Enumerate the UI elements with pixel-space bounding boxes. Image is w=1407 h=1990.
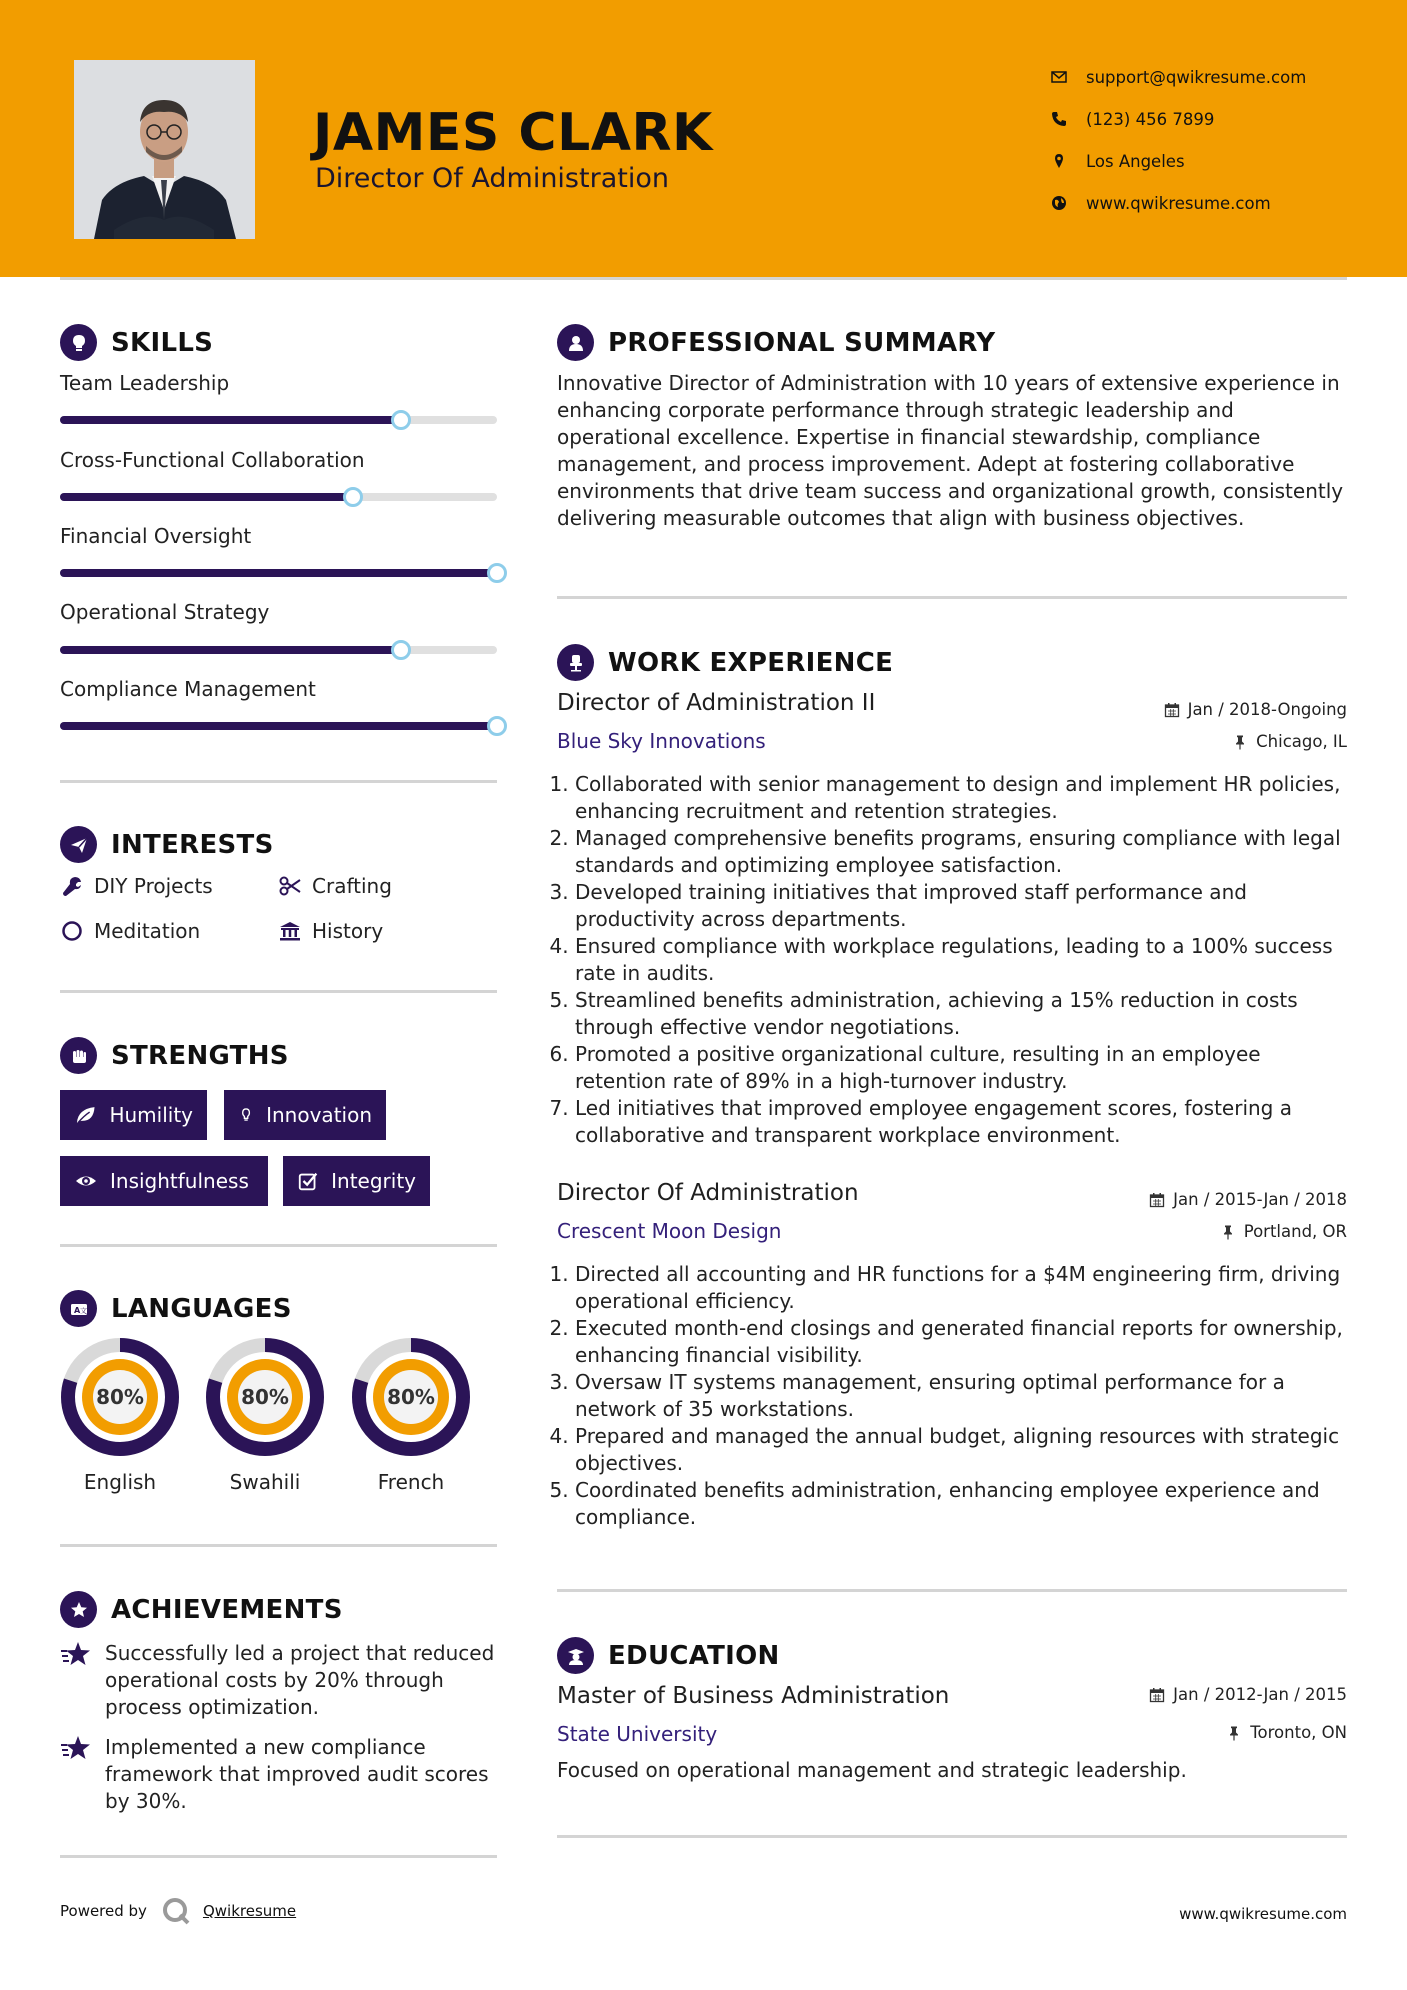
powered-by-text: Powered by [60, 1902, 147, 1920]
skill-label: Compliance Management [60, 677, 316, 701]
translate-icon [60, 1290, 97, 1327]
interest-item [60, 874, 213, 898]
interests-heading [60, 826, 274, 863]
star-icon [60, 1640, 92, 1670]
lightbulb-icon [238, 1103, 254, 1127]
qwikresume-logo-icon [161, 1896, 191, 1926]
section-divider [60, 990, 497, 993]
candidate-title: Director Of Administration [315, 163, 669, 194]
job-location-text: Chicago, IL [1256, 732, 1347, 751]
strength-label: Innovation [266, 1103, 372, 1127]
pushpin-icon [1226, 1725, 1242, 1741]
user-icon [557, 324, 594, 361]
phone-text: (123) 456 7899 [1086, 109, 1215, 129]
section-divider [60, 1855, 497, 1858]
candidate-name: JAMES CLARK [313, 103, 713, 163]
school-name: State University [557, 1722, 718, 1746]
education-title: EDUCATION [608, 1640, 780, 1671]
skill-bar [60, 416, 497, 424]
language-percent: 80% [96, 1385, 144, 1409]
achievement-item [60, 1640, 500, 1721]
job-title: Director Of Administration [557, 1180, 859, 1206]
interests-title: INTERESTS [111, 829, 274, 860]
duty-item: 5. Streamlined benefits administration, achieving a 15% reduction in costs through effective vendor negotiations. [575, 987, 1347, 1041]
interest-item [278, 874, 392, 898]
duty-item: 1. Directed all accounting and HR functions for a $4M engineering firm, driving operational efficiency. [575, 1261, 1347, 1315]
section-divider [60, 1544, 497, 1547]
calendar-icon [1149, 1192, 1165, 1208]
check-square-icon [297, 1169, 319, 1193]
duty-item: 4. Ensured compliance with workplace regulations, leading to a 100% success rate in audits. [575, 933, 1347, 987]
skill-bar-fill [60, 569, 497, 577]
museum-icon [278, 919, 302, 943]
paper-plane-icon [60, 826, 97, 863]
wrench-icon [60, 874, 84, 898]
language-donut [204, 1336, 326, 1458]
duty-item: 3. Oversaw IT systems management, ensuring optimal performance for a network of 35 workstations. [575, 1369, 1347, 1423]
skill-bar-fill [60, 722, 497, 730]
job-location [1220, 1222, 1347, 1241]
job-title: Director of Administration II [557, 690, 876, 716]
contact-email[interactable] [1050, 56, 1306, 98]
strength-tag [60, 1156, 268, 1206]
interest-label: History [312, 919, 384, 943]
duty-item: 2. Executed month-end closings and generated financial reports for ownership, enhancing financial visibility. [575, 1315, 1347, 1369]
education-dates-text: Jan / 2012-Jan / 2015 [1173, 1685, 1347, 1704]
language-donut [59, 1336, 181, 1458]
education-description: Focused on operational management and strategic leadership. [557, 1758, 1187, 1782]
profile-photo [74, 60, 255, 239]
experience-heading [557, 644, 893, 681]
footer-website[interactable]: www.qwikresume.com [1179, 1905, 1347, 1923]
languages-title: LANGUAGES [111, 1293, 292, 1324]
skill-bar [60, 646, 497, 654]
duties-list [557, 771, 1347, 1149]
pushpin-icon [1220, 1224, 1236, 1240]
strength-label: Insightfulness [110, 1169, 249, 1193]
language-item [204, 1336, 326, 1494]
skill-bar-fill [60, 493, 353, 501]
language-label: French [377, 1470, 445, 1494]
email-text: support@qwikresume.com [1086, 67, 1307, 87]
section-divider [60, 780, 497, 783]
duty-item: 7. Led initiatives that improved employee engagement scores, fostering a collaborative and transparent workplace environment. [575, 1095, 1347, 1149]
strength-label: Integrity [331, 1169, 416, 1193]
skill-bar [60, 569, 497, 577]
eye-icon [74, 1169, 98, 1193]
interest-item [278, 919, 383, 943]
skill-label: Cross-Functional Collaboration [60, 448, 365, 472]
phone-icon [1050, 110, 1068, 128]
header-divider [60, 277, 1347, 280]
achievement-text: Implemented a new compliance framework that improved audit scores by 30%. [105, 1735, 489, 1813]
section-divider [557, 596, 1347, 599]
leaf-icon [74, 1103, 97, 1127]
company-name: Blue Sky Innovations [557, 729, 766, 753]
languages-heading [60, 1290, 292, 1327]
duty-item: 2. Managed comprehensive benefits programs, ensuring compliance with legal standards and optimizing employee satisfaction. [575, 825, 1347, 879]
skill-bar-knob [391, 640, 411, 660]
header-banner [0, 0, 1407, 277]
language-label: Swahili [229, 1470, 301, 1494]
svg-text:文: 文 [79, 1306, 87, 1315]
section-divider [557, 1589, 1347, 1592]
pushpin-icon [1232, 734, 1248, 750]
language-percent: 80% [241, 1385, 289, 1409]
lightbulb-icon [60, 324, 97, 361]
duty-item: 3. Developed training initiatives that improved staff performance and productivity across departments. [575, 879, 1347, 933]
skill-label: Team Leadership [60, 371, 230, 395]
summary-title: PROFESSIONAL SUMMARY [608, 327, 996, 358]
strength-tag [283, 1156, 430, 1206]
job-dates [1149, 1190, 1347, 1209]
office-chair-icon [557, 644, 594, 681]
job-dates-text: Jan / 2018-Ongoing [1187, 700, 1347, 719]
education-dates [1149, 1685, 1347, 1704]
skill-bar [60, 722, 497, 730]
section-divider [60, 1244, 497, 1247]
strengths-heading [60, 1037, 289, 1074]
language-percent: 80% [387, 1385, 435, 1409]
education-location-text: Toronto, ON [1250, 1723, 1347, 1742]
fist-icon [60, 1037, 97, 1074]
skills-title: SKILLS [111, 327, 214, 358]
brand-link[interactable]: Qwikresume [202, 1902, 297, 1920]
location-text: Los Angeles [1086, 151, 1185, 171]
interest-label: Meditation [94, 919, 201, 943]
svg-text:A: A [73, 1305, 80, 1315]
graduate-icon [557, 1637, 594, 1674]
job-dates [1164, 700, 1347, 719]
section-divider [557, 1835, 1347, 1838]
calendar-icon [1164, 702, 1180, 718]
experience-title: WORK EXPERIENCE [608, 647, 894, 678]
strength-tag [60, 1090, 207, 1140]
skill-bar-knob [487, 716, 507, 736]
duty-item: 1. Collaborated with senior management to design and implement HR policies, enhancing recruitment and retention strategies. [575, 771, 1347, 825]
strengths-title: STRENGTHS [111, 1040, 289, 1071]
interest-item [60, 919, 200, 943]
skills-heading [60, 324, 213, 361]
contact-location [1050, 140, 1306, 182]
duty-item: 6. Promoted a positive organizational culture, resulting in an employee retention rate of 89% in a high-turnover industry. [575, 1041, 1347, 1095]
achievement-text: Successfully led a project that reduced operational costs by 20% through process optimization. [105, 1641, 495, 1719]
star-icon [60, 1734, 92, 1764]
envelope-icon [1050, 68, 1068, 86]
language-item [59, 1336, 181, 1494]
duties-list [557, 1261, 1347, 1531]
calendar-icon [1149, 1687, 1165, 1703]
globe-icon [1050, 194, 1068, 212]
education-location [1226, 1723, 1347, 1742]
skill-label: Operational Strategy [60, 600, 270, 624]
strength-tag [224, 1090, 386, 1140]
scissors-icon [278, 874, 302, 898]
footer-powered-by [60, 1896, 296, 1926]
skill-bar-knob [343, 487, 363, 507]
contact-phone[interactable] [1050, 98, 1306, 140]
achievement-item [60, 1734, 500, 1815]
skill-bar [60, 493, 497, 501]
achievements-heading [60, 1591, 343, 1628]
contact-website[interactable] [1050, 182, 1306, 224]
job-dates-text: Jan / 2015-Jan / 2018 [1173, 1190, 1347, 1209]
skill-bar-knob [391, 410, 411, 430]
map-pin-icon [1050, 152, 1068, 170]
achievements-title: ACHIEVEMENTS [111, 1594, 343, 1625]
duty-item: 5. Coordinated benefits administration, enhancing employee experience and compliance. [575, 1477, 1347, 1531]
star-badge-icon [60, 1591, 97, 1628]
company-name: Crescent Moon Design [557, 1219, 782, 1243]
skill-bar-knob [487, 563, 507, 583]
strength-label: Humility [109, 1103, 193, 1127]
skill-bar-fill [60, 416, 401, 424]
language-donut [350, 1336, 472, 1458]
website-text: www.qwikresume.com [1086, 193, 1271, 213]
interest-label: DIY Projects [94, 874, 213, 898]
summary-text: Innovative Director of Administration with 10 years of extensive experience in enhancing corporate performance through strategic leadership and operational excellence. Expertise in financial stewardship, compliance management, and process improvement. Adept at fostering collaborative environments that drive team success and organizational growth, consistently delivering measurable outcomes that align with business objectives. [557, 371, 1344, 530]
contact-list [1050, 56, 1306, 224]
duty-item: 4. Prepared and managed the annual budget, aligning resources with strategic objectives. [575, 1423, 1347, 1477]
education-heading [557, 1637, 780, 1674]
interest-label: Crafting [312, 874, 392, 898]
summary-heading [557, 324, 995, 361]
job-location-text: Portland, OR [1243, 1222, 1347, 1241]
skill-label: Financial Oversight [60, 524, 252, 548]
degree-title: Master of Business Administration [557, 1683, 950, 1709]
job-location [1232, 732, 1347, 751]
language-item [350, 1336, 472, 1494]
skill-bar-fill [60, 646, 401, 654]
circle-icon [60, 919, 84, 943]
language-label: English [83, 1470, 157, 1494]
